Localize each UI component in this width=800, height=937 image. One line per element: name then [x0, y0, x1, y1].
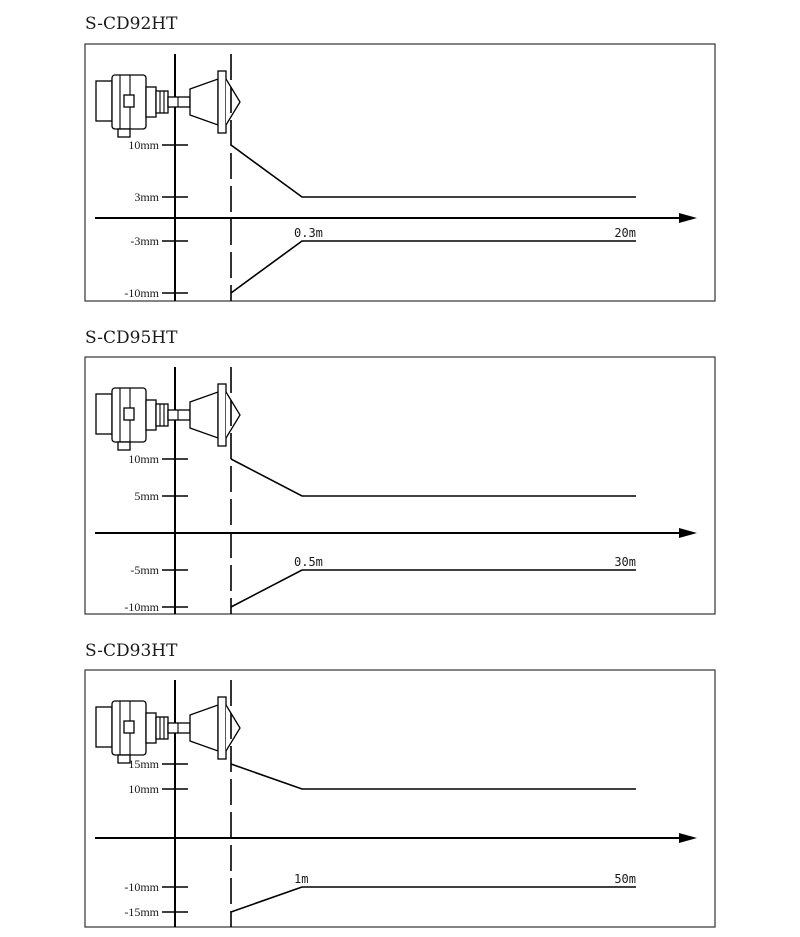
y-tick-label: 3mm — [134, 190, 159, 204]
x-axis-arrow-icon — [679, 213, 697, 223]
x-axis-arrow-icon — [679, 528, 697, 538]
upper-error-curve — [231, 764, 636, 789]
upper-error-curve — [231, 459, 636, 496]
distance-label: 0.3m — [294, 226, 323, 240]
panel-s-cd92ht — [85, 14, 715, 301]
y-tick-label: -3mm — [130, 234, 159, 248]
y-tick-label: -10mm — [124, 880, 159, 894]
distance-label: 50m — [614, 872, 636, 886]
panel-title: S-CD93HT — [85, 641, 178, 661]
sensor-device-icon — [96, 71, 240, 137]
y-tick-label: 15mm — [128, 757, 159, 771]
y-tick-label: -10mm — [124, 286, 159, 300]
x-axis-arrow-icon — [679, 833, 697, 843]
upper-error-curve — [231, 145, 636, 197]
distance-label: 20m — [614, 226, 636, 240]
panel-title: S-CD95HT — [85, 328, 178, 348]
panel-frame — [85, 44, 715, 301]
sensor-device-icon — [96, 697, 240, 763]
y-tick-label: -5mm — [130, 563, 159, 577]
distance-label: 30m — [614, 555, 636, 569]
y-tick-label: 5mm — [134, 489, 159, 503]
lower-error-curve — [231, 887, 636, 912]
y-tick-label: 10mm — [128, 452, 159, 466]
y-tick-label: -10mm — [124, 600, 159, 614]
distance-label: 1m — [294, 872, 309, 886]
sensor-device-icon — [96, 384, 240, 450]
panel-s-cd95ht — [85, 328, 715, 614]
y-tick-label: 10mm — [128, 782, 159, 796]
distance-label: 0.5m — [294, 555, 323, 569]
y-tick-label: 10mm — [128, 138, 159, 152]
lower-error-curve — [231, 570, 636, 607]
panel-s-cd93ht — [85, 641, 715, 927]
panel-frame — [85, 357, 715, 614]
panel-frame — [85, 670, 715, 927]
panel-title: S-CD92HT — [85, 14, 178, 34]
y-tick-label: -15mm — [124, 905, 159, 919]
lower-error-curve — [231, 241, 636, 293]
